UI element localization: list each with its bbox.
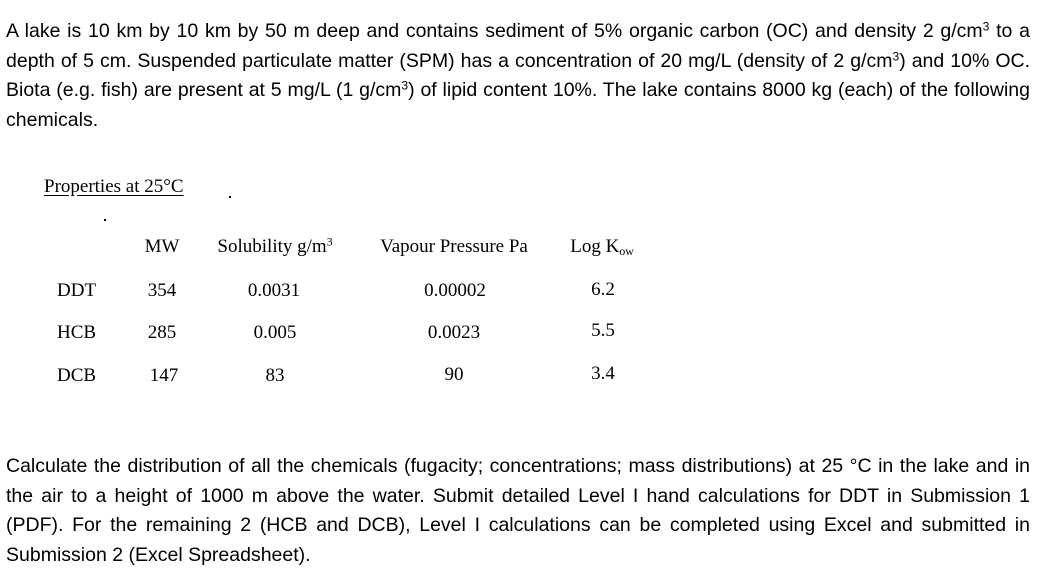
header-log-kow-sub: ow (619, 244, 634, 258)
properties-heading: Properties at 25°C (44, 176, 184, 197)
row-hcb-logk: 5.5 (591, 320, 615, 341)
intro-text-4: ) of lipid content 10%. The lake contains 8000 kg (each) of the following chemicals. (6, 79, 1030, 131)
row-dcb-vapour: 90 (444, 364, 464, 385)
row-dcb-name: DCB (57, 365, 97, 386)
row-dcb-mw: 147 (149, 365, 179, 386)
header-solubility-label: Solubility g/m (217, 236, 327, 257)
row-ddt-mw: 354 (147, 280, 177, 301)
intro-text-3: ) and 10% OC. Biota (e.g. fish) are present at 5 mg/L (1 g/cm (6, 49, 1030, 101)
header-log-kow-label: Log K (570, 236, 620, 257)
row-hcb-name: HCB (57, 322, 97, 343)
row-ddt-logk: 6.2 (591, 279, 615, 300)
header-solubility (217, 236, 332, 258)
row-hcb-mw: 285 (147, 322, 177, 343)
row-hcb-solubility: 0.005 (253, 322, 297, 343)
task-statement: Calculate the distribution of all the chemicals (fugacity; concentrations; mass distributions) at 25 °C in the lake and in the air to a height of 1000 m above the water. Submit detailed Level I hand calculations for DDT in Submission 1 (PDF). For the remaining 2 (HCB and DCB), Level I calculations can be completed using Excel and submitted in Submission 2 (Excel Spreadsheet). (6, 455, 1030, 566)
header-mw: MW (144, 236, 180, 257)
problem-statement (6, 17, 1030, 135)
header-vapour-pressure: Vapour Pressure Pa (380, 236, 528, 257)
header-log-kow (570, 236, 633, 258)
superscript-3: 3 (982, 19, 990, 34)
row-dcb-logk: 3.4 (591, 363, 615, 384)
stray-mark (229, 196, 231, 198)
row-ddt-vapour: 0.00002 (424, 280, 486, 301)
header-solubility-sup: 3 (326, 235, 333, 249)
row-ddt-solubility: 0.0031 (247, 280, 301, 301)
superscript-3: 3 (401, 78, 409, 93)
superscript-3: 3 (892, 48, 900, 63)
row-ddt-name: DDT (57, 280, 97, 301)
row-hcb-vapour: 0.0023 (427, 322, 481, 343)
intro-text-1: A lake is 10 km by 10 km by 50 m deep and contains sediment of 5% organic carbon (OC) and density 2 g/cm (6, 20, 983, 42)
stray-mark (104, 219, 106, 221)
intro-text-2: to a depth of 5 cm. Suspended particulate matter (SPM) has a concentration of 20 mg/L (density of 2 g/cm (6, 20, 1030, 72)
row-dcb-solubility: 83 (265, 365, 285, 386)
